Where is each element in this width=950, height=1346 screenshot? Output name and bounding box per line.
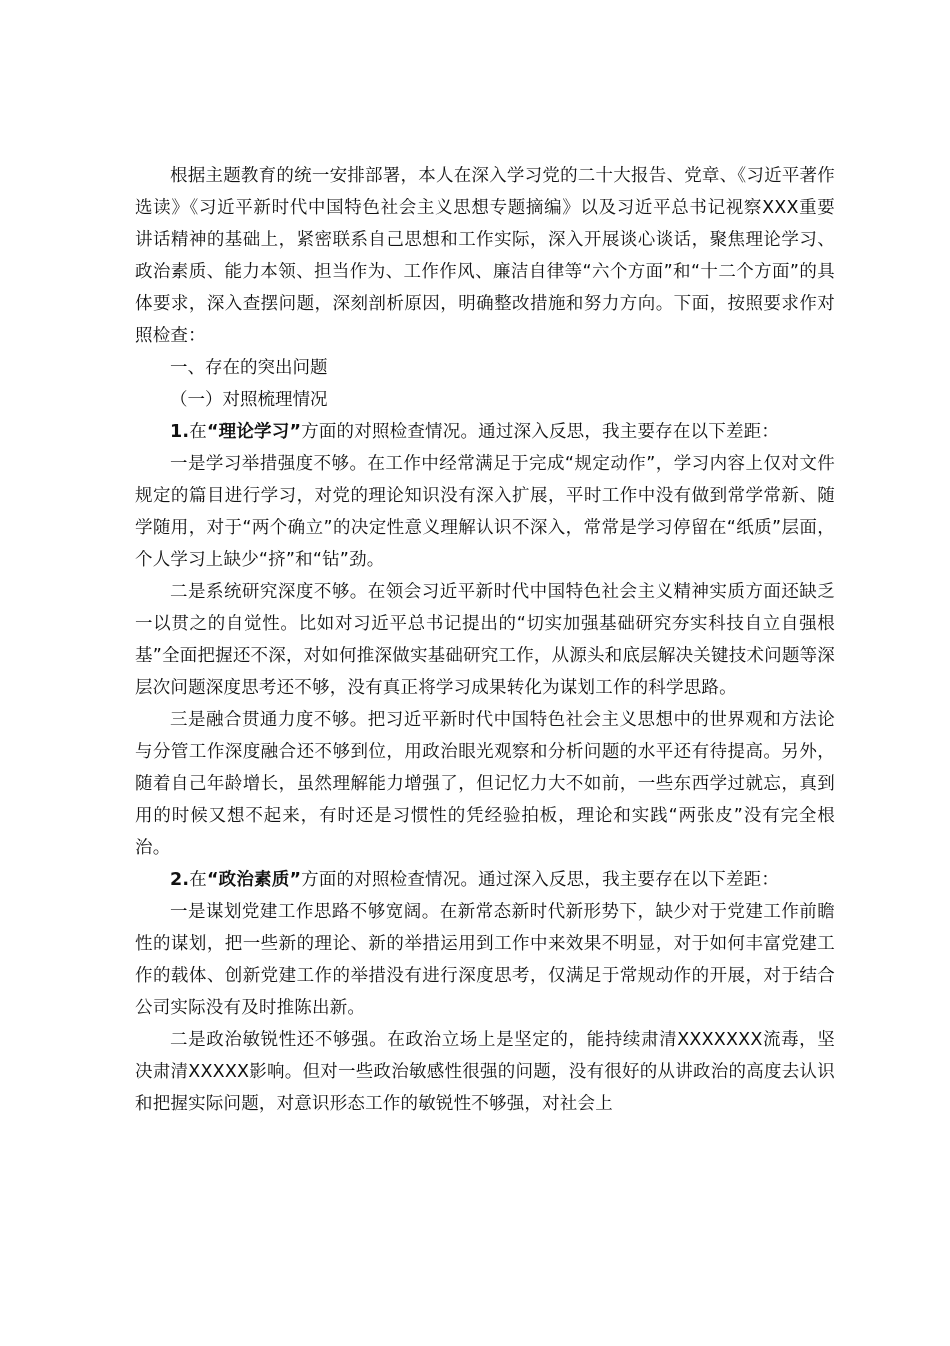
section-heading-2: （一）对照梳理情况 <box>170 390 328 410</box>
intro-paragraph: 根据主题教育的统一安排部署，本人在深入学习党的二十大报告、党章、《习近平著作选读》《习近平新时代中国特色社会主义思想专题摘编》以及习近平总书记视察XXX重要讲话精神的基础上，紧密联系自己思想和工作实际，深入开展谈心谈话，聚焦理论学习、政治素质、能力本领、担当作为、工作作风、廉洁自律等“六个方面”和“十二个方面”的具体要求，深入查摆问题，深刻剖析原因，明确整改措施和努力方向。下面，按照要求作对照检查： <box>135 166 835 346</box>
section-2-topic: “政治素质” <box>206 870 302 890</box>
section-2-pre: 在 <box>189 870 207 890</box>
section-1-number: 1. <box>170 422 190 442</box>
section-1-paragraph-1: 一是学习举措强度不够。在工作中经常满足于完成“规定动作”，学习内容上仅对文件规定的篇目进行学习，对党的理论知识没有深入扩展，平时工作中没有做到常学常新、随学随用，对于“两个确立”的决定性意义理解认识不深入，常常是学习停留在“纸质”层面，个人学习上缺少“挤”和“钻”劲。 <box>135 454 835 570</box>
section-2-title <box>135 864 835 896</box>
section-1-title <box>135 416 835 448</box>
section-1-pre: 在 <box>189 422 207 442</box>
section-heading-1: 一、存在的突出问题 <box>170 358 328 378</box>
section-2-paragraph-2: 二是政治敏锐性还不够强。在政治立场上是坚定的，能持续肃清XXXXXXX流毒，坚决肃清XXXXX影响。但对一些政治敏感性很强的问题，没有很好的从讲政治的高度去认识和把握实际问题，对意识形态工作的敏锐性不够强，对社会上 <box>135 1030 835 1114</box>
section-2-number: 2. <box>170 870 190 890</box>
section-2-paragraph-1: 一是谋划党建工作思路不够宽阔。在新常态新时代新形势下，缺少对于党建工作前瞻性的谋划，把一些新的理论、新的举措运用到工作中来效果不明显，对于如何丰富党建工作的载体、创新党建工作的举措没有进行深度思考，仅满足于常规动作的开展，对于结合公司实际没有及时推陈出新。 <box>135 902 835 1018</box>
section-1-paragraph-3: 三是融合贯通力度不够。把习近平新时代中国特色社会主义思想中的世界观和方法论与分管工作深度融合还不够到位，用政治眼光观察和分析问题的水平还有待提高。另外，随着自己年龄增长，虽然理解能力增强了，但记忆力大不如前，一些东西学过就忘，真到用的时候又想不起来，有时还是习惯性的凭经验拍板，理论和实践“两张皮”没有完全根治。 <box>135 710 835 858</box>
section-1-paragraph-2: 二是系统研究深度不够。在领会习近平新时代中国特色社会主义精神实质方面还缺乏一以贯之的自觉性。比如对习近平总书记提出的“切实加强基础研究夯实科技自立自强根基”全面把握还不深，对如何推深做实基础研究工作，从源头和底层解决关键技术问题等深层次问题深度思考还不够，没有真正将学习成果转化为谋划工作的科学思路。 <box>135 582 835 698</box>
section-1-post: 方面的对照检查情况。通过深入反思，我主要存在以下差距： <box>301 422 780 442</box>
section-2-post: 方面的对照检查情况。通过深入反思，我主要存在以下差距： <box>301 870 780 890</box>
document-body <box>135 160 835 1120</box>
section-1-topic: “理论学习” <box>206 422 302 442</box>
